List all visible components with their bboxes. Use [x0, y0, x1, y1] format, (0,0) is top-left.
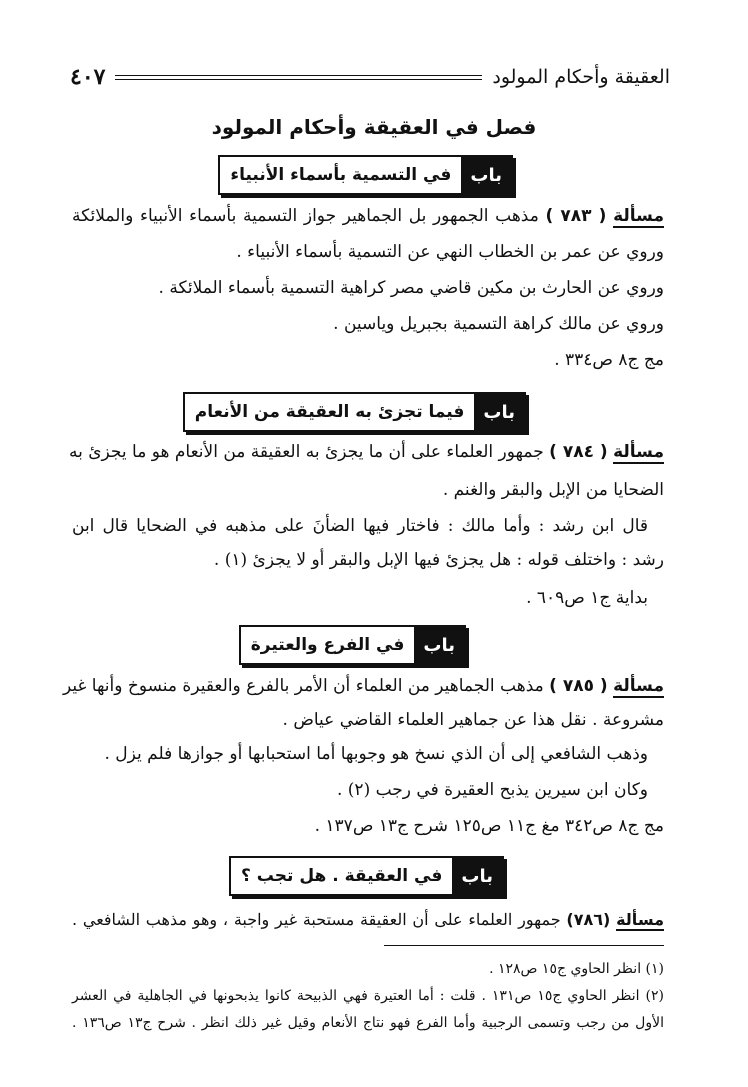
text-line: وروي عن عمر بن الخطاب النهي عن التسمية بأسماء الأنبياء . — [236, 242, 664, 262]
text-line: رشد : واختلف قوله : هل يجزئ فيها الإبل والبقر أو لا يجزئ (١) . — [213, 550, 664, 570]
section-title: فيما تجزئ به العقيقة من الأنعام — [194, 402, 465, 422]
text-span: مذهب الجمهور بل الجماهير جواز التسمية بأسماء الأنبياء والملائكة — [72, 206, 539, 226]
book-title: العقيقة وأحكام المولود — [492, 66, 670, 88]
section-title: في الفرع والعتيرة — [250, 635, 405, 655]
section-heading-naming-prophets — [218, 155, 513, 195]
bab-label: باب — [414, 627, 464, 663]
reference-line: مج ج٨ ص٣٤٢ مغ ج١١ ص١٢٥ شرح ج١٣ ص١٣٧ . — [314, 816, 664, 836]
text-line: الضحايا من الإبل والبقر والغنم . — [442, 480, 664, 500]
masala-label: مسألة — [613, 206, 664, 226]
footnote: الأول من رجب وتسمى الرجبية وأما الفرع فهو نتاج الأنعام وقيل غير ذلك انظر . شرح ج١٣ ص١٣٦ . — [72, 1015, 664, 1031]
text-line: وروي عن مالك كراهة التسمية بجبريل وياسين . — [333, 314, 664, 334]
bab-label: باب — [461, 157, 511, 193]
section-title: في التسمية بأسماء الأنبياء — [230, 165, 452, 185]
section-heading-livestock — [183, 392, 526, 432]
section-heading-fara-atira — [239, 625, 466, 665]
footnote: (٢) انظر الحاوي ج١٥ ص١٣١ . قلت : أما العتيرة فهي الذبيحة كانوا يذبحونها في الجاهلية في العشر — [72, 988, 664, 1004]
text-line — [72, 912, 664, 928]
masala-label: مسألة — [613, 442, 664, 462]
footnote: (١) انظر الحاوي ج١٥ ص١٢٨ . — [489, 961, 664, 977]
masala-number: ( ٧٨٣ ) — [545, 206, 607, 226]
masala-number: (٧٨٦) — [566, 910, 611, 929]
text-span: مذهب الجماهير من العلماء أن الأمر بالفرع والعقيرة منسوخ وأنها غير — [62, 676, 544, 696]
reference-line: مج ج٨ ص٣٣٤ . — [554, 350, 664, 370]
masala-label: مسألة — [613, 676, 664, 696]
text-line — [72, 208, 664, 225]
bab-label: باب — [452, 858, 502, 894]
text-line: وكان ابن سيرين يذبح العقيرة في رجب (٢) . — [336, 780, 648, 800]
text-line — [62, 676, 664, 696]
masala-number: ( ٧٨٥ ) — [549, 676, 608, 696]
footnote-rule — [384, 945, 664, 946]
section-heading-aqiqa-obligation — [229, 856, 504, 896]
text-span: جمهور العلماء على أن ما يجزئ به العقيقة من الأنعام هو ما يجزئ به — [68, 442, 544, 462]
text-line: مشروعة . نقل هذا عن جماهير العلماء القاضي عياض . — [282, 710, 664, 730]
masala-label: مسألة — [616, 910, 664, 929]
section-title: في العقيقة . هل تجب ؟ — [241, 866, 443, 886]
text-line — [68, 442, 664, 462]
chapter-title: فصل في العقيقة وأحكام المولود — [211, 115, 537, 139]
page-number: ٤٠٧ — [70, 64, 106, 90]
reference-line: بداية ج١ ص٦٠٩ . — [526, 588, 648, 608]
bab-label: باب — [474, 394, 524, 430]
text-line: وذهب الشافعي إلى أن الذي نسخ هو وجوبها أما استحبابها أو جوازها فلم يزل . — [104, 744, 648, 764]
header-rule — [115, 75, 482, 80]
running-header — [70, 62, 670, 92]
text-line: وروي عن الحارث بن مكين قاضي مصر كراهية التسمية بأسماء الملائكة . — [158, 278, 664, 298]
text-line: قال ابن رشد : وأما مالك : فاختار فيها الضأنَ على مذهبه في الضحايا قال ابن — [72, 516, 648, 536]
masala-number: ( ٧٨٤ ) — [549, 442, 608, 462]
text-span: جمهور العلماء على أن العقيقة مستحبة غير واجبة ، وهو مذهب الشافعي . — [72, 910, 561, 929]
